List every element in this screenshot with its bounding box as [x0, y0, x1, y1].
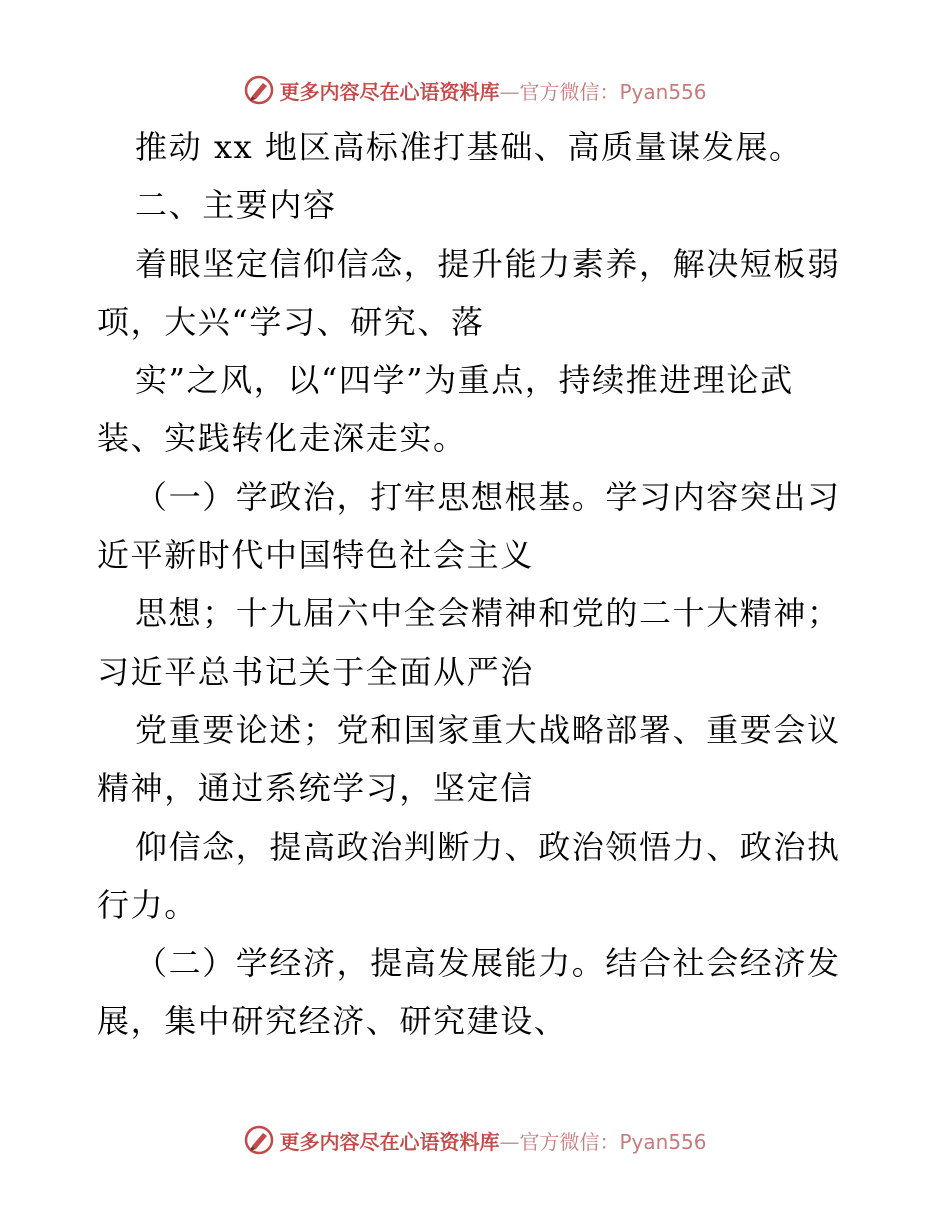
body-line: 实”之风，以“四学”为重点，持续推进理论武 — [135, 361, 794, 400]
body-line: 项，大兴“学习、研究、落 — [97, 302, 485, 341]
body-line: 仰信念，提高政治判断力、政治领悟力、政治执 — [135, 827, 841, 866]
body-line: 思想；十九届六中全会精神和党的二十大精神； — [135, 594, 841, 633]
body-line: 装、实践转化走深走实。 — [97, 419, 467, 458]
body-line: 习近平总书记关于全面从严治 — [97, 652, 534, 691]
pen-logo-icon — [243, 1124, 275, 1156]
body-line: 推动 xx 地区高标准打基础、高质量谋发展。 — [135, 128, 803, 166]
watermark-separator: — — [499, 79, 520, 104]
subsection-heading: （二）学经济，提高发展能力。结合社会经济发 — [135, 944, 841, 983]
watermark-label: 官方微信： — [519, 1129, 620, 1154]
watermark-wechat-id: Pyan556 — [619, 1129, 707, 1154]
watermark-wechat-id: Pyan556 — [619, 79, 707, 104]
watermark-brand: 更多内容尽在心语资料库 — [279, 79, 500, 104]
watermark-brand: 更多内容尽在心语资料库 — [279, 1129, 500, 1154]
watermark-label: 官方微信： — [519, 79, 620, 104]
body-line: 行力。 — [97, 885, 198, 924]
subsection-heading: （一）学政治，打牢思想根基。学习内容突出习 — [135, 477, 841, 516]
body-line: 近平新时代中国特色社会主义 — [97, 536, 534, 575]
pen-logo-icon — [243, 74, 275, 106]
footer-watermark — [0, 1120, 950, 1160]
body-line: 党重要论述；党和国家重大战略部署、重要会议 — [135, 710, 841, 749]
body-line: 着眼坚定信仰信念，提升能力素养，解决短板弱 — [135, 244, 841, 283]
watermark-text — [279, 1126, 706, 1155]
watermark-text — [279, 76, 706, 105]
document-body — [97, 118, 857, 1051]
section-heading: 二、主要内容 — [135, 186, 337, 225]
body-line: 展，集中研究经济、研究建设、 — [97, 1002, 568, 1041]
body-line: 精神，通过系统学习，坚定信 — [97, 769, 534, 808]
header-watermark — [0, 70, 950, 110]
watermark-separator: — — [499, 1129, 520, 1154]
